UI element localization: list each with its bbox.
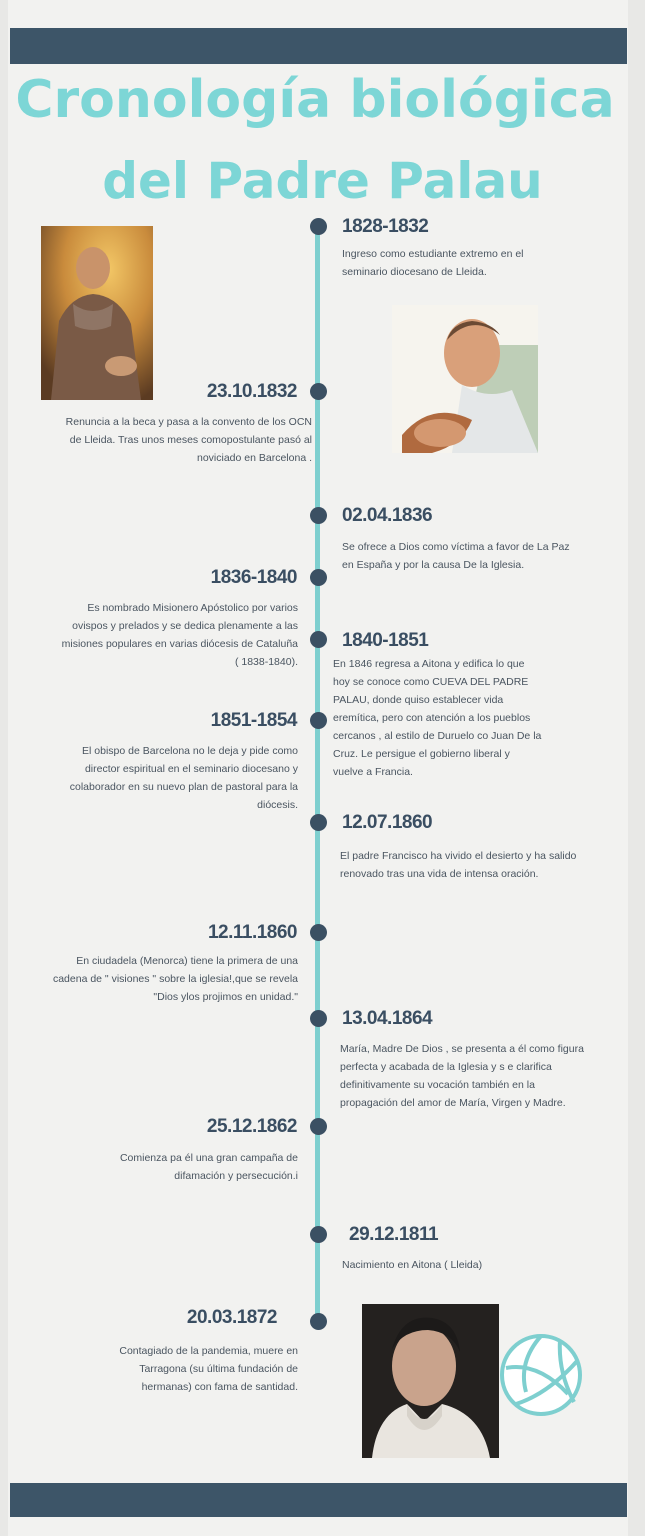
event-description: Ingreso como estudiante extremo en el seminario diocesano de Lleida.	[342, 248, 524, 278]
event-date: 29.12.1811	[349, 1224, 439, 1245]
portrait-praying-monk-drawing	[392, 305, 538, 453]
event-description: En ciudadela (Menorca) tiene la primera de una cadena de " visiones " sobre la iglesia!,que se revela "Dios ylos projimos en unidad."	[52, 955, 298, 1003]
event-date: 25.12.1862	[206, 1116, 297, 1137]
event-description: En 1846 regresa a Aitona y edifica lo que hoy se conoce como CUEVA DEL PADRE PALAU, donde quiso establecer vida eremítica, pero con atención a los pueblos cercanos , al estilo de Duruelo co Juan De la Cruz. Le persigue el gobierno liberal y vuelve a Francia.	[333, 658, 542, 778]
portrait-monk-illustration	[41, 226, 153, 400]
event-date: 13.04.1864	[342, 1008, 433, 1029]
timeline-dot	[310, 814, 327, 831]
page-title	[0, 70, 645, 134]
portrait-photo-padre-palau	[362, 1304, 499, 1458]
timeline-dot	[310, 924, 327, 941]
top-banner	[10, 28, 627, 64]
timeline-dot	[310, 631, 327, 648]
event-description: Se ofrece a Dios como víctima a favor de La Paz en España y por la causa De la Iglesia.	[342, 541, 570, 571]
event-date: 12.11.1860	[207, 922, 297, 943]
event-description: El padre Francisco ha vivido el desierto y ha salido renovado tras una vida de intensa oración.	[340, 850, 577, 880]
event-description: Comienza pa él una gran campaña de difamación y persecución.i	[119, 1152, 298, 1182]
timeline-dot	[310, 712, 327, 729]
event-date: 1828-1832	[342, 216, 429, 237]
timeline-dot	[310, 1010, 327, 1027]
event-date: 1836-1840	[210, 567, 297, 588]
timeline-dot	[310, 218, 327, 235]
event-date: 20.03.1872	[186, 1307, 277, 1328]
event-description: María, Madre De Dios , se presenta a él como figura perfecta y acabada de la Iglesia y s e clarifica definitivamente su vocación también en la propagación del amor de María, Virgen y Madre.	[340, 1043, 584, 1109]
event-date: 23.10.1832	[206, 381, 297, 402]
timeline-dot	[310, 383, 327, 400]
event-description: El obispo de Barcelona no le deja y pide como director espiritual en el seminario diocesano y colaborador en su nuevo plan de pastoral para la diócesis.	[69, 745, 298, 811]
timeline-dot	[310, 1313, 327, 1330]
bottom-banner	[10, 1483, 627, 1517]
timeline-dot	[310, 1118, 327, 1135]
event-date: 12.07.1860	[342, 812, 433, 833]
event-description: Nacimiento en Aitona ( Lleida)	[342, 1259, 483, 1271]
title-line-2: del Padre Palau	[102, 152, 543, 210]
title-line-1: Cronología biológica	[15, 70, 615, 130]
volleyball-icon	[498, 1332, 584, 1418]
timeline-dot	[310, 569, 327, 586]
event-description: Contagiado de la pandemia, muere en Tarragona (su última fundación de hermanas) con fama de santidad.	[119, 1345, 298, 1393]
timeline-dot	[310, 507, 327, 524]
event-date: 1840-1851	[342, 630, 429, 651]
event-date: 1851-1854	[210, 710, 297, 731]
event-date: 02.04.1836	[342, 505, 433, 526]
timeline-dot	[310, 1226, 327, 1243]
event-description: Renuncia a la beca y pasa a la convento de los OCN de Lleida. Tras unos meses comopostulante pasó al noviciado en Barcelona .	[65, 416, 312, 464]
event-description: Es nombrado Misionero Apóstolico por varios ovispos y prelados y se dedica plenamente a las misiones populares en varias diócesis de Cataluña ( 1838-1840).	[61, 602, 298, 668]
